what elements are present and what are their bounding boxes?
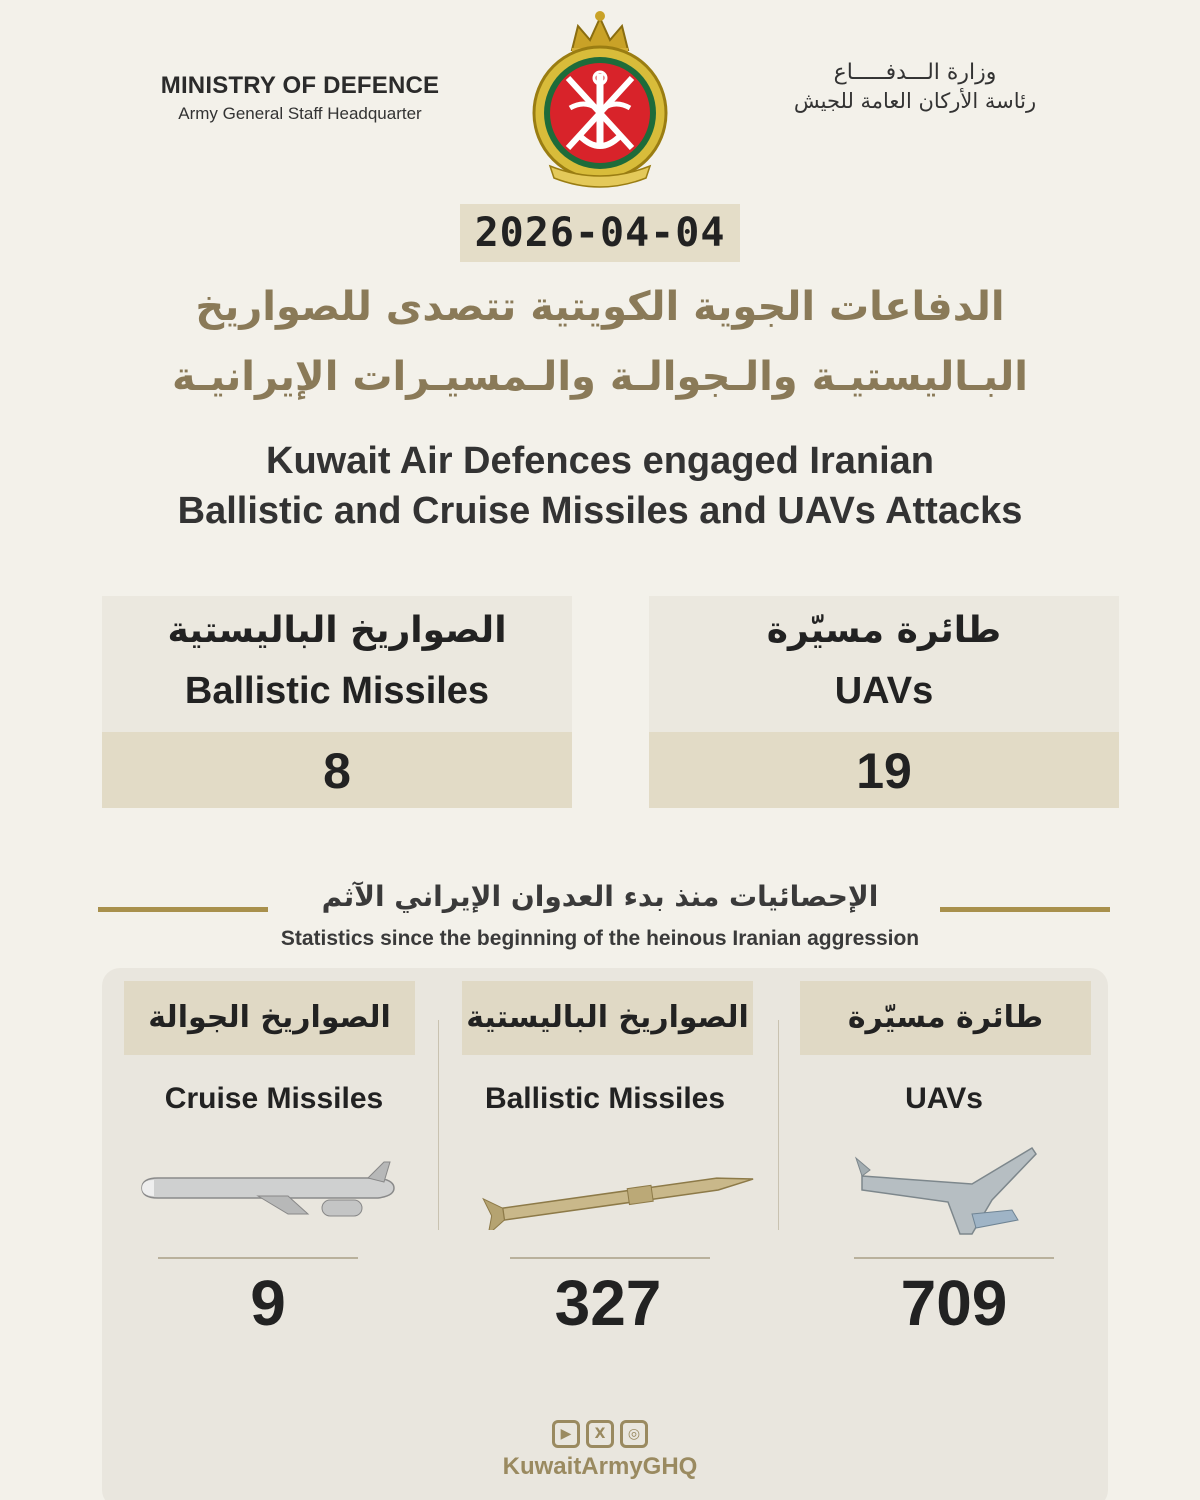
ballistic-missile-image <box>478 1160 758 1234</box>
today-ballistic-value: 8 <box>102 732 572 808</box>
x-icon[interactable]: X <box>586 1420 614 1448</box>
today-uav-label-en: UAVs <box>834 670 934 712</box>
stats-heading-en: Statistics since the beginning of the heinous Iranian aggression <box>280 927 920 950</box>
stats-cruise-value: 9 <box>250 1267 286 1339</box>
stats-uav-label-ar: طائرة مسيّرة <box>800 981 1091 1055</box>
stats-cruise-label-ar: الصواريخ الجوالة <box>124 981 415 1055</box>
today-ballistic-label-en: Ballistic Missiles <box>184 670 490 712</box>
hq-title-ar: رئاسة الأركان العامة للجيش <box>793 89 1037 113</box>
value-rule <box>158 1257 358 1259</box>
today-uav-label-ar: طائرة مسيّرة <box>766 610 1002 651</box>
title-ar-line2: البـاليستيـة والـجوالـة والـمسيـرات الإيرانيـة <box>172 354 1028 400</box>
ministry-title-ar: وزارة الـــدفـــــاع <box>833 60 997 85</box>
youtube-icon[interactable]: ▶ <box>552 1420 580 1448</box>
column-divider <box>778 1020 779 1230</box>
social-icons <box>540 1420 660 1450</box>
stats-heading-ar: الإحصائيات منذ بدء العدوان الإيراني الآثم <box>321 880 879 913</box>
stats-ballistic-value: 327 <box>554 1267 662 1339</box>
title-en-line2: Ballistic and Cruise Missiles and UAVs Attacks <box>177 490 1023 532</box>
value-rule <box>854 1257 1054 1259</box>
instagram-icon[interactable]: ◎ <box>620 1420 648 1448</box>
today-uav-card <box>649 596 1119 808</box>
column-divider <box>438 1020 439 1230</box>
hq-title-en: Army General Staff Headquarter <box>178 104 422 123</box>
stats-cruise-label-en: Cruise Missiles <box>164 1082 384 1115</box>
today-uav-value: 19 <box>649 732 1119 808</box>
stats-uav-label-en: UAVs <box>905 1082 983 1115</box>
stats-uav-value: 709 <box>900 1267 1008 1339</box>
header-english <box>150 72 450 124</box>
title-ar-line1: الدفاعات الجوية الكويتية تتصدى للصواريخ <box>195 284 1005 330</box>
stats-ballistic-label-en: Ballistic Missiles <box>484 1082 726 1115</box>
stats-divider-right <box>940 907 1110 912</box>
stats-divider-left <box>98 907 268 912</box>
today-ballistic-card <box>102 596 572 808</box>
title-en-line1: Kuwait Air Defences engaged Iranian <box>266 440 934 482</box>
army-emblem-logo <box>520 8 680 188</box>
today-ballistic-label-ar: الصواريخ الباليستية <box>167 610 507 651</box>
ministry-title-en: MINISTRY OF DEFENCE <box>160 72 440 99</box>
uav-drone-image <box>852 1140 1042 1244</box>
social-handle[interactable]: KuwaitArmyGHQ <box>502 1453 698 1480</box>
value-rule <box>510 1257 710 1259</box>
cruise-missile-image <box>138 1140 400 1234</box>
stats-ballistic-label-ar: الصواريخ الباليستية <box>462 981 753 1055</box>
date-badge: 2026-04-04 <box>460 204 740 262</box>
header-arabic <box>760 60 1070 113</box>
